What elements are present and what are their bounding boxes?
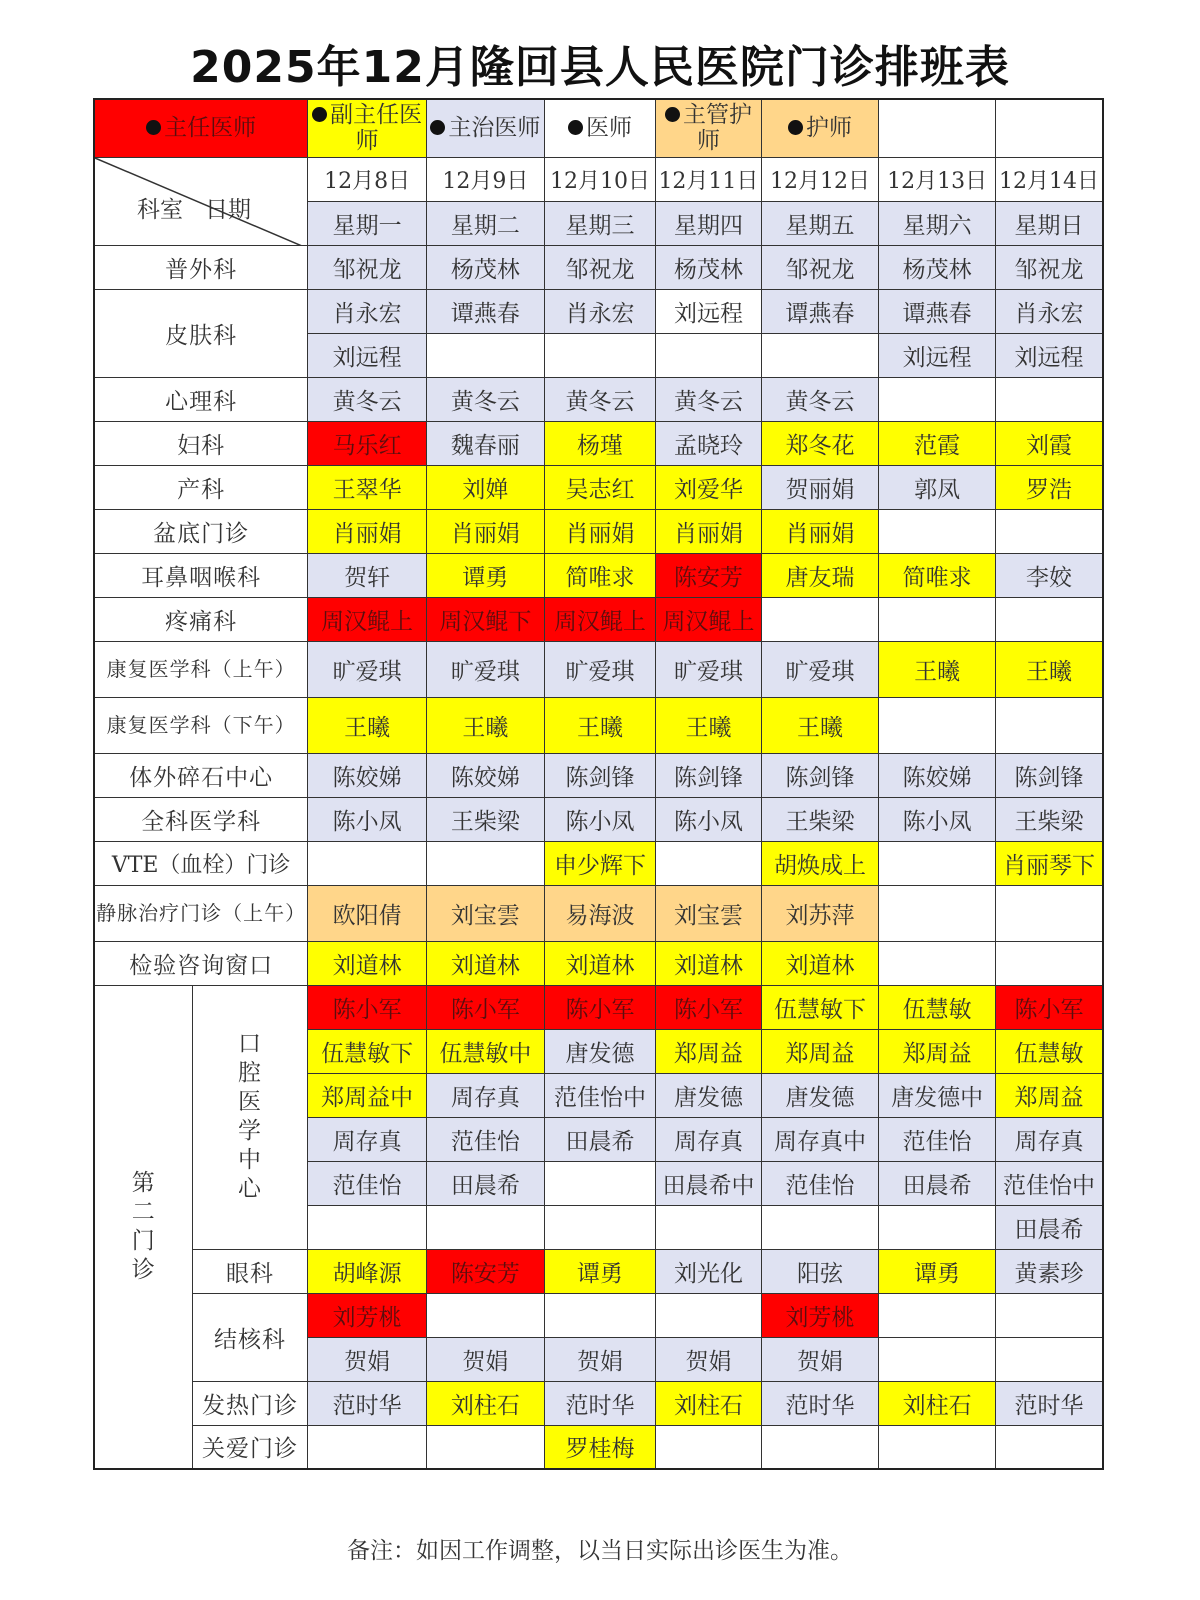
doctor-cell: 陈剑锋 bbox=[761, 753, 879, 797]
doctor-cell: 肖永宏 bbox=[308, 289, 427, 333]
doctor-cell: 肖永宏 bbox=[996, 289, 1103, 333]
doctor-cell: 伍慧敏下 bbox=[761, 985, 879, 1029]
doctor-cell: 谭勇 bbox=[427, 553, 545, 597]
doctor-cell: 郭凤 bbox=[879, 465, 996, 509]
dept-name: VTE（血栓）门诊 bbox=[94, 841, 308, 885]
blank-cell bbox=[879, 99, 996, 157]
empty-cell bbox=[427, 1425, 545, 1469]
table-row bbox=[94, 797, 1103, 841]
legend-item bbox=[94, 99, 308, 157]
doctor-cell: 魏春丽 bbox=[427, 421, 545, 465]
doctor-cell: 陈安芳 bbox=[656, 553, 761, 597]
dept-name: 全科医学科 bbox=[94, 797, 308, 841]
doctor-cell: 王柴梁 bbox=[996, 797, 1103, 841]
empty-cell bbox=[544, 1205, 656, 1249]
doctor-cell: 旷爱琪 bbox=[544, 641, 656, 697]
empty-cell bbox=[656, 1205, 761, 1249]
doctor-cell: 谭燕春 bbox=[427, 289, 545, 333]
doctor-cell: 王曦 bbox=[544, 697, 656, 753]
table-row bbox=[94, 1381, 1103, 1425]
schedule-table bbox=[93, 98, 1104, 1470]
doctor-cell: 王曦 bbox=[761, 697, 879, 753]
doctor-cell: 谭勇 bbox=[544, 1249, 656, 1293]
legend-label: 医师 bbox=[586, 115, 633, 142]
doctor-cell: 伍慧敏 bbox=[996, 1029, 1103, 1073]
doctor-cell: 王曦 bbox=[427, 697, 545, 753]
dept-name: 体外碎石中心 bbox=[94, 753, 308, 797]
doctor-cell: 郑周益 bbox=[996, 1073, 1103, 1117]
doctor-cell: 贺娟 bbox=[308, 1337, 427, 1381]
doctor-cell: 黄冬云 bbox=[544, 377, 656, 421]
doctor-cell: 王曦 bbox=[879, 641, 996, 697]
doctor-cell: 王曦 bbox=[996, 641, 1103, 697]
dept-name: 盆底门诊 bbox=[94, 509, 308, 553]
weekday-header: 星期二 bbox=[427, 201, 545, 245]
sub-dept-label: 发热门诊 bbox=[201, 1392, 298, 1419]
dept-name: 普外科 bbox=[94, 245, 308, 289]
sub-dept-name bbox=[192, 1293, 308, 1381]
empty-cell bbox=[879, 697, 996, 753]
empty-cell bbox=[544, 1161, 656, 1205]
legend-label: 主治医师 bbox=[448, 115, 541, 142]
doctor-cell: 陈姣娣 bbox=[879, 753, 996, 797]
table-row bbox=[94, 941, 1103, 985]
bullet-icon bbox=[788, 120, 803, 135]
doctor-cell: 刘道林 bbox=[656, 941, 761, 985]
sub-dept-label: 口腔医学中心 bbox=[237, 1031, 262, 1202]
bullet-icon bbox=[430, 120, 445, 135]
doctor-cell: 陈姣娣 bbox=[308, 753, 427, 797]
doctor-cell: 唐发德 bbox=[656, 1073, 761, 1117]
doctor-cell: 范佳怡 bbox=[761, 1161, 879, 1205]
doctor-cell: 刘道林 bbox=[544, 941, 656, 985]
doctor-cell: 王柴梁 bbox=[761, 797, 879, 841]
doctor-cell: 刘光化 bbox=[656, 1249, 761, 1293]
empty-cell bbox=[996, 509, 1103, 553]
doctor-cell: 黄冬云 bbox=[308, 377, 427, 421]
dept-name: 产科 bbox=[94, 465, 308, 509]
second-clinic-label bbox=[94, 985, 192, 1469]
empty-cell bbox=[427, 333, 545, 377]
doctor-cell: 刘远程 bbox=[656, 289, 761, 333]
doctor-cell: 周汉鲲上 bbox=[308, 597, 427, 641]
doctor-cell: 贺娟 bbox=[544, 1337, 656, 1381]
empty-cell bbox=[544, 1293, 656, 1337]
doctor-cell: 黄冬云 bbox=[427, 377, 545, 421]
doctor-cell: 黄冬云 bbox=[656, 377, 761, 421]
doctor-cell: 刘霞 bbox=[996, 421, 1103, 465]
date-header: 12月10日 bbox=[544, 157, 656, 201]
empty-cell bbox=[544, 333, 656, 377]
dept-name: 静脉治疗门诊（上午） bbox=[94, 885, 308, 941]
doctor-cell: 周存真 bbox=[996, 1117, 1103, 1161]
corner-dept-label: 科室 bbox=[137, 196, 183, 223]
dept-name: 皮肤科 bbox=[94, 289, 308, 377]
table-row bbox=[94, 465, 1103, 509]
doctor-cell: 刘远程 bbox=[879, 333, 996, 377]
dept-name: 康复医学科（上午） bbox=[94, 641, 308, 697]
doctor-cell: 邹祝龙 bbox=[544, 245, 656, 289]
doctor-cell: 周存真 bbox=[308, 1117, 427, 1161]
doctor-cell: 田晨希 bbox=[427, 1161, 545, 1205]
bullet-icon bbox=[568, 120, 583, 135]
empty-cell bbox=[879, 377, 996, 421]
doctor-cell: 郑周益 bbox=[761, 1029, 879, 1073]
doctor-cell: 范佳怡 bbox=[879, 1117, 996, 1161]
empty-cell bbox=[308, 1425, 427, 1469]
doctor-cell: 伍慧敏 bbox=[879, 985, 996, 1029]
doctor-cell: 陈小凤 bbox=[656, 797, 761, 841]
bullet-icon bbox=[665, 107, 680, 122]
doctor-cell: 伍慧敏下 bbox=[308, 1029, 427, 1073]
empty-cell bbox=[996, 1293, 1103, 1337]
empty-cell bbox=[996, 1425, 1103, 1469]
date-header: 12月13日 bbox=[879, 157, 996, 201]
doctor-cell: 刘道林 bbox=[427, 941, 545, 985]
empty-cell bbox=[308, 841, 427, 885]
doctor-cell: 谭燕春 bbox=[879, 289, 996, 333]
doctor-cell: 肖丽琴下 bbox=[996, 841, 1103, 885]
doctor-cell: 周汉鲲上 bbox=[544, 597, 656, 641]
doctor-cell: 肖丽娟 bbox=[308, 509, 427, 553]
doctor-cell: 邹祝龙 bbox=[996, 245, 1103, 289]
doctor-cell: 唐发德 bbox=[761, 1073, 879, 1117]
table-row bbox=[94, 985, 1103, 1029]
legend-label: 副主任医师 bbox=[330, 102, 423, 155]
doctor-cell: 唐发德中 bbox=[879, 1073, 996, 1117]
blank-cell bbox=[996, 99, 1103, 157]
doctor-cell: 阳弦 bbox=[761, 1249, 879, 1293]
table-row bbox=[94, 157, 1103, 201]
doctor-cell: 陈小军 bbox=[308, 985, 427, 1029]
weekday-header: 星期一 bbox=[308, 201, 427, 245]
doctor-cell: 周存真中 bbox=[761, 1117, 879, 1161]
doctor-cell: 刘苏萍 bbox=[761, 885, 879, 941]
doctor-cell: 胡焕成上 bbox=[761, 841, 879, 885]
doctor-cell: 郑周益中 bbox=[308, 1073, 427, 1117]
doctor-cell: 肖永宏 bbox=[544, 289, 656, 333]
table-row bbox=[94, 641, 1103, 697]
doctor-cell: 贺轩 bbox=[308, 553, 427, 597]
date-header: 12月8日 bbox=[308, 157, 427, 201]
doctor-cell: 范佳怡 bbox=[427, 1117, 545, 1161]
empty-cell bbox=[656, 841, 761, 885]
footnote: 备注：如因工作调整，以当日实际出诊医生为准。 bbox=[347, 1538, 853, 1564]
empty-cell bbox=[879, 941, 996, 985]
doctor-cell: 陈剑锋 bbox=[656, 753, 761, 797]
doctor-cell: 孟晓玲 bbox=[656, 421, 761, 465]
sub-dept-name bbox=[192, 1249, 308, 1293]
doctor-cell: 范时华 bbox=[996, 1381, 1103, 1425]
empty-cell bbox=[996, 1337, 1103, 1381]
corner-date-label: 日期 bbox=[205, 196, 251, 223]
bullet-icon bbox=[146, 120, 161, 135]
doctor-cell: 肖丽娟 bbox=[427, 509, 545, 553]
table-row bbox=[94, 841, 1103, 885]
table-row bbox=[94, 885, 1103, 941]
doctor-cell: 陈剑锋 bbox=[996, 753, 1103, 797]
empty-cell bbox=[879, 1337, 996, 1381]
empty-cell bbox=[879, 1293, 996, 1337]
weekday-header: 星期六 bbox=[879, 201, 996, 245]
doctor-cell: 田晨希中 bbox=[656, 1161, 761, 1205]
empty-cell bbox=[427, 1293, 545, 1337]
doctor-cell: 范佳怡中 bbox=[544, 1073, 656, 1117]
date-header: 12月9日 bbox=[427, 157, 545, 201]
doctor-cell: 刘宝雲 bbox=[656, 885, 761, 941]
diagonal-line bbox=[95, 158, 302, 246]
doctor-cell: 简唯求 bbox=[879, 553, 996, 597]
table-row bbox=[94, 1249, 1103, 1293]
empty-cell bbox=[996, 597, 1103, 641]
doctor-cell: 田晨希 bbox=[544, 1117, 656, 1161]
doctor-cell: 郑周益 bbox=[879, 1029, 996, 1073]
empty-cell bbox=[879, 841, 996, 885]
doctor-cell: 范时华 bbox=[761, 1381, 879, 1425]
doctor-cell: 杨瑾 bbox=[544, 421, 656, 465]
doctor-cell: 申少辉下 bbox=[544, 841, 656, 885]
empty-cell bbox=[879, 885, 996, 941]
doctor-cell: 陈小军 bbox=[427, 985, 545, 1029]
doctor-cell: 马乐红 bbox=[308, 421, 427, 465]
empty-cell bbox=[308, 1205, 427, 1249]
sub-dept-label: 关爱门诊 bbox=[201, 1436, 298, 1463]
sub-dept-label: 眼科 bbox=[225, 1260, 274, 1287]
doctor-cell: 陈小凤 bbox=[879, 797, 996, 841]
table-row bbox=[94, 245, 1103, 289]
doctor-cell: 王曦 bbox=[656, 697, 761, 753]
table-row bbox=[94, 597, 1103, 641]
weekday-header: 星期日 bbox=[996, 201, 1103, 245]
table-row bbox=[94, 753, 1103, 797]
doctor-cell: 伍慧敏中 bbox=[427, 1029, 545, 1073]
dept-name: 康复医学科（下午） bbox=[94, 697, 308, 753]
doctor-cell: 唐发德 bbox=[544, 1029, 656, 1073]
doctor-cell: 贺丽娟 bbox=[761, 465, 879, 509]
legend-item bbox=[544, 99, 656, 157]
empty-cell bbox=[996, 941, 1103, 985]
table-row bbox=[94, 553, 1103, 597]
doctor-cell: 肖丽娟 bbox=[544, 509, 656, 553]
doctor-cell: 周汉鲲下 bbox=[427, 597, 545, 641]
doctor-cell: 杨茂林 bbox=[879, 245, 996, 289]
empty-cell bbox=[761, 1425, 879, 1469]
doctor-cell: 唐友瑞 bbox=[761, 553, 879, 597]
doctor-cell: 贺娟 bbox=[761, 1337, 879, 1381]
weekday-header: 星期三 bbox=[544, 201, 656, 245]
dept-name: 心理科 bbox=[94, 377, 308, 421]
doctor-cell: 黄冬云 bbox=[761, 377, 879, 421]
empty-cell bbox=[761, 333, 879, 377]
empty-cell bbox=[879, 597, 996, 641]
doctor-cell: 罗桂梅 bbox=[544, 1425, 656, 1469]
dept-name: 耳鼻咽喉科 bbox=[94, 553, 308, 597]
sub-dept-name bbox=[192, 1381, 308, 1425]
doctor-cell: 刘宝雲 bbox=[427, 885, 545, 941]
doctor-cell: 陈小凤 bbox=[544, 797, 656, 841]
doctor-cell: 罗浩 bbox=[996, 465, 1103, 509]
doctor-cell: 陈小军 bbox=[996, 985, 1103, 1029]
doctor-cell: 简唯求 bbox=[544, 553, 656, 597]
doctor-cell: 陈姣娣 bbox=[427, 753, 545, 797]
doctor-cell: 范时华 bbox=[544, 1381, 656, 1425]
doctor-cell: 旷爱琪 bbox=[427, 641, 545, 697]
page-title: 2025年12月隆回县人民医院门诊排班表 bbox=[190, 42, 1010, 93]
empty-cell bbox=[427, 841, 545, 885]
empty-cell bbox=[879, 1205, 996, 1249]
empty-cell bbox=[656, 1425, 761, 1469]
doctor-cell: 刘芳桃 bbox=[308, 1293, 427, 1337]
table-row bbox=[94, 697, 1103, 753]
doctor-cell: 刘远程 bbox=[308, 333, 427, 377]
doctor-cell: 陈安芳 bbox=[427, 1249, 545, 1293]
legend-item bbox=[308, 99, 427, 157]
doctor-cell: 刘道林 bbox=[308, 941, 427, 985]
empty-cell bbox=[996, 697, 1103, 753]
doctor-cell: 贺娟 bbox=[656, 1337, 761, 1381]
legend-item bbox=[656, 99, 761, 157]
date-header: 12月12日 bbox=[761, 157, 879, 201]
table-row bbox=[94, 1293, 1103, 1337]
doctor-cell: 旷爱琪 bbox=[308, 641, 427, 697]
table-row bbox=[94, 421, 1103, 465]
doctor-cell: 周汉鲲上 bbox=[656, 597, 761, 641]
doctor-cell: 肖丽娟 bbox=[761, 509, 879, 553]
doctor-cell: 刘柱石 bbox=[879, 1381, 996, 1425]
dept-name: 妇科 bbox=[94, 421, 308, 465]
doctor-cell: 范霞 bbox=[879, 421, 996, 465]
empty-cell bbox=[761, 1205, 879, 1249]
doctor-cell: 刘道林 bbox=[761, 941, 879, 985]
empty-cell bbox=[996, 377, 1103, 421]
empty-cell bbox=[879, 509, 996, 553]
doctor-cell: 易海波 bbox=[544, 885, 656, 941]
doctor-cell: 刘爱华 bbox=[656, 465, 761, 509]
doctor-cell: 刘柱石 bbox=[656, 1381, 761, 1425]
doctor-cell: 李姣 bbox=[996, 553, 1103, 597]
doctor-cell: 刘远程 bbox=[996, 333, 1103, 377]
doctor-cell: 杨茂林 bbox=[427, 245, 545, 289]
table-row bbox=[94, 377, 1103, 421]
table-row bbox=[94, 289, 1103, 333]
empty-cell bbox=[656, 333, 761, 377]
sub-dept-name bbox=[192, 985, 308, 1249]
date-header: 12月14日 bbox=[996, 157, 1103, 201]
doctor-cell: 范时华 bbox=[308, 1381, 427, 1425]
dept-name: 疼痛科 bbox=[94, 597, 308, 641]
doctor-cell: 黄素珍 bbox=[996, 1249, 1103, 1293]
doctor-cell: 陈剑锋 bbox=[544, 753, 656, 797]
doctor-cell: 陈小军 bbox=[544, 985, 656, 1029]
doctor-cell: 吴志红 bbox=[544, 465, 656, 509]
empty-cell bbox=[996, 885, 1103, 941]
date-header: 12月11日 bbox=[656, 157, 761, 201]
doctor-cell: 郑周益 bbox=[656, 1029, 761, 1073]
doctor-cell: 欧阳倩 bbox=[308, 885, 427, 941]
doctor-cell: 王翠华 bbox=[308, 465, 427, 509]
doctor-cell: 周存真 bbox=[656, 1117, 761, 1161]
doctor-cell: 陈小凤 bbox=[308, 797, 427, 841]
doctor-cell: 胡峰源 bbox=[308, 1249, 427, 1293]
legend-label: 主任医师 bbox=[164, 115, 257, 142]
doctor-cell: 旷爱琪 bbox=[761, 641, 879, 697]
second-clinic-text: 第二门诊 bbox=[131, 1169, 155, 1283]
legend-label: 主管护师 bbox=[682, 102, 752, 155]
doctor-cell: 杨茂林 bbox=[656, 245, 761, 289]
table-row bbox=[94, 1425, 1103, 1469]
empty-cell bbox=[761, 597, 879, 641]
doctor-cell: 郑冬花 bbox=[761, 421, 879, 465]
legend-item bbox=[427, 99, 545, 157]
corner-header bbox=[94, 157, 308, 245]
doctor-cell: 刘芳桃 bbox=[761, 1293, 879, 1337]
table-row bbox=[94, 509, 1103, 553]
doctor-cell: 谭燕春 bbox=[761, 289, 879, 333]
weekday-header: 星期五 bbox=[761, 201, 879, 245]
weekday-header: 星期四 bbox=[656, 201, 761, 245]
empty-cell bbox=[427, 1205, 545, 1249]
doctor-cell: 范佳怡 bbox=[308, 1161, 427, 1205]
doctor-cell: 王柴梁 bbox=[427, 797, 545, 841]
doctor-cell: 谭勇 bbox=[879, 1249, 996, 1293]
table-row bbox=[94, 99, 1103, 157]
legend-label: 护师 bbox=[805, 115, 852, 142]
doctor-cell: 旷爱琪 bbox=[656, 641, 761, 697]
doctor-cell: 田晨希 bbox=[879, 1161, 996, 1205]
doctor-cell: 刘柱石 bbox=[427, 1381, 545, 1425]
doctor-cell: 周存真 bbox=[427, 1073, 545, 1117]
doctor-cell: 陈小军 bbox=[656, 985, 761, 1029]
sub-dept-label: 结核科 bbox=[213, 1326, 286, 1353]
sub-dept-name bbox=[192, 1425, 308, 1469]
empty-cell bbox=[879, 1425, 996, 1469]
legend-item bbox=[761, 99, 879, 157]
doctor-cell: 肖丽娟 bbox=[656, 509, 761, 553]
doctor-cell: 刘婵 bbox=[427, 465, 545, 509]
doctor-cell: 范佳怡中 bbox=[996, 1161, 1103, 1205]
doctor-cell: 贺娟 bbox=[427, 1337, 545, 1381]
doctor-cell: 邹祝龙 bbox=[761, 245, 879, 289]
dept-name: 检验咨询窗口 bbox=[94, 941, 308, 985]
doctor-cell: 田晨希 bbox=[996, 1205, 1103, 1249]
doctor-cell: 王曦 bbox=[308, 697, 427, 753]
empty-cell bbox=[656, 1293, 761, 1337]
doctor-cell: 邹祝龙 bbox=[308, 245, 427, 289]
bullet-icon bbox=[312, 107, 327, 122]
